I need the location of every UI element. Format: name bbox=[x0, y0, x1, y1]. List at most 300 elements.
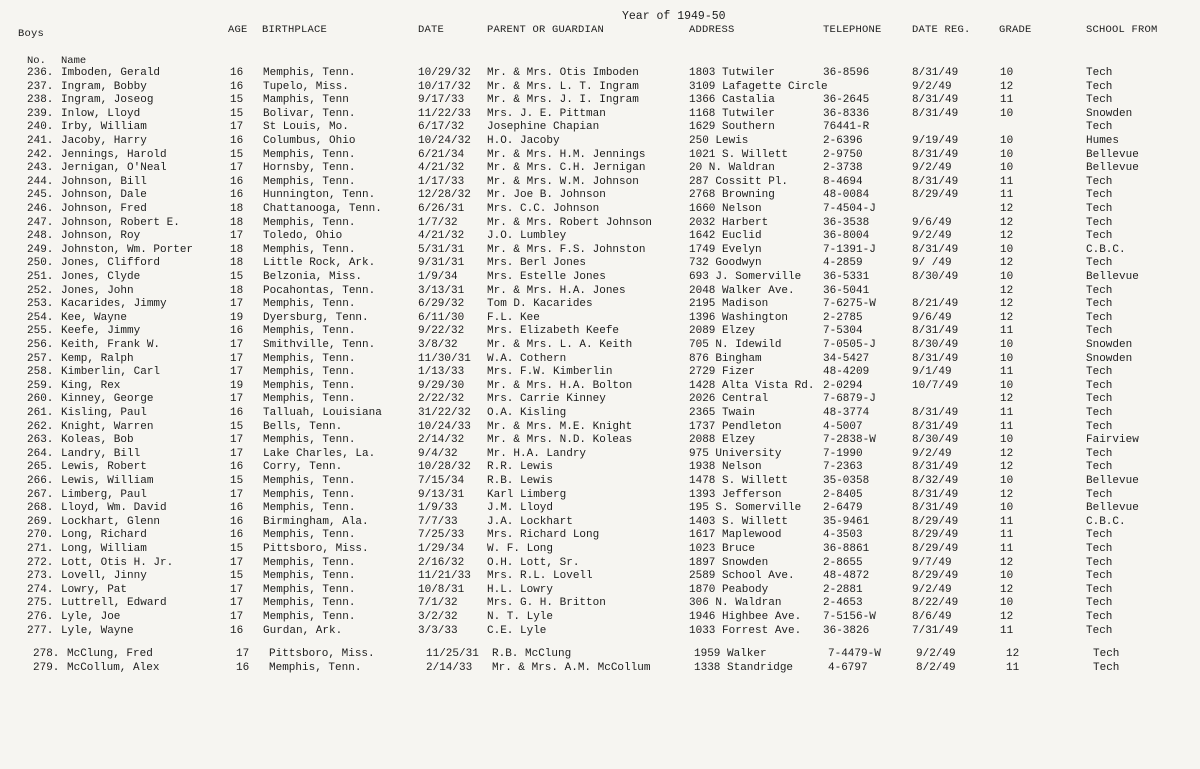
address: 2768 Browning bbox=[689, 189, 775, 202]
school-from: Tech bbox=[1086, 298, 1113, 311]
table-row bbox=[0, 81, 1200, 94]
address: 876 Bingham bbox=[689, 352, 762, 365]
address: 2195 Madison bbox=[689, 298, 769, 311]
parent-guardian: Mr. & Mrs. W.M. Johnson bbox=[487, 175, 639, 188]
telephone: 34-5427 bbox=[823, 352, 870, 365]
table-row bbox=[0, 203, 1200, 216]
address: 693 J. Somerville bbox=[689, 271, 802, 283]
telephone: 2-2881 bbox=[823, 583, 863, 596]
school-from: Tech bbox=[1086, 67, 1113, 79]
grade: 11 bbox=[1000, 366, 1014, 379]
birth-date: 10/24/32 bbox=[418, 135, 471, 147]
table-row bbox=[0, 149, 1200, 162]
birth-date: 1/29/34 bbox=[418, 543, 465, 555]
row-number: 252. bbox=[27, 284, 54, 297]
address: 20 N. Waldran bbox=[689, 162, 775, 175]
school-from: Tech bbox=[1086, 216, 1113, 229]
parent-guardian: C.E. Lyle bbox=[487, 624, 547, 637]
telephone: 36-3538 bbox=[823, 216, 870, 229]
school-from: Tech bbox=[1086, 203, 1113, 215]
birth-date: 7/1/32 bbox=[418, 597, 458, 610]
birth-date: 1/13/33 bbox=[418, 366, 465, 379]
birth-date: 11/21/33 bbox=[418, 570, 471, 583]
address: 1737 Pendleton bbox=[689, 420, 782, 433]
student-name: Imboden, Gerald bbox=[61, 67, 161, 79]
student-name: Kinney, George bbox=[61, 393, 154, 406]
telephone: 35-9461 bbox=[823, 515, 870, 528]
row-number: 260. bbox=[27, 393, 54, 406]
parent-guardian: J.O. Lumbley bbox=[487, 230, 567, 243]
birthplace: Pittsboro, Miss. bbox=[263, 543, 369, 555]
table-row bbox=[0, 257, 1200, 270]
table-row bbox=[0, 271, 1200, 284]
parent-guardian: Mr. & Mrs. L. A. Keith bbox=[487, 339, 633, 351]
birthplace: Belzonia, Miss. bbox=[263, 271, 363, 283]
row-number: 247. bbox=[27, 216, 54, 229]
school-from: Tech bbox=[1086, 611, 1113, 623]
row-number: 255. bbox=[27, 325, 54, 338]
birthplace: Memphis, Tenn. bbox=[263, 298, 356, 311]
grade: 10 bbox=[1000, 162, 1014, 175]
table-row bbox=[0, 312, 1200, 325]
birthplace: Bolivar, Tenn. bbox=[263, 107, 356, 120]
address: 1938 Nelson bbox=[689, 461, 762, 474]
date-registered: 8/29/49 bbox=[912, 189, 959, 202]
school-from: Tech bbox=[1086, 543, 1113, 555]
school-from: Bellevue bbox=[1086, 271, 1139, 283]
age: 17 bbox=[230, 339, 244, 351]
birthplace: Columbus, Ohio bbox=[263, 135, 356, 147]
date-registered: 8/31/49 bbox=[912, 94, 959, 107]
parent-guardian: J.A. Lockhart bbox=[487, 515, 573, 528]
birthplace: Memphis, Tenn. bbox=[263, 67, 356, 79]
grade: 10 bbox=[1000, 597, 1014, 610]
age: 18 bbox=[230, 284, 244, 297]
birthplace: Memphis, Tenn. bbox=[263, 325, 356, 338]
row-number: 274. bbox=[27, 583, 54, 596]
address: 1629 Southern bbox=[689, 121, 775, 134]
row-number: 237. bbox=[27, 80, 54, 93]
school-from: Humes bbox=[1086, 135, 1120, 147]
age: 16 bbox=[230, 407, 244, 419]
table-row bbox=[0, 108, 1200, 121]
telephone: 7-6275-W bbox=[823, 298, 876, 311]
telephone: 48-4872 bbox=[823, 570, 870, 583]
telephone: 36-8004 bbox=[823, 230, 870, 243]
birthplace: Corry, Tenn. bbox=[263, 461, 343, 474]
birth-date: 7/7/33 bbox=[418, 515, 458, 528]
telephone: 2-3738 bbox=[823, 162, 863, 175]
parent-guardian: O.H. Lott, Sr. bbox=[487, 556, 580, 569]
header-school-from: SCHOOL FROM bbox=[1086, 24, 1158, 36]
address: 2089 Elzey bbox=[689, 325, 756, 338]
address: 2589 School Ave. bbox=[689, 570, 795, 583]
birth-date: 1/17/33 bbox=[418, 175, 465, 188]
parent-guardian: W.A. Cothern bbox=[487, 352, 567, 365]
table-row bbox=[0, 67, 1200, 80]
age: 15 bbox=[230, 475, 244, 487]
header-grade: GRADE bbox=[999, 24, 1032, 36]
address: 1366 Castalia bbox=[689, 94, 775, 107]
address: 1168 Tutwiler bbox=[689, 107, 775, 120]
age: 18 bbox=[230, 216, 244, 229]
birthplace: Little Rock, Ark. bbox=[263, 257, 376, 270]
age: 17 bbox=[230, 583, 244, 596]
address: 3109 Lafagette Circle bbox=[689, 80, 828, 93]
row-number: 258. bbox=[27, 366, 54, 379]
telephone: 2-8405 bbox=[823, 488, 863, 501]
date-registered: 8/31/49 bbox=[912, 175, 959, 188]
student-name: Lloyd, Wm. David bbox=[61, 502, 167, 515]
address: 1403 S. Willett bbox=[689, 515, 789, 528]
school-from: Bellevue bbox=[1086, 148, 1139, 161]
birth-date: 9/22/32 bbox=[418, 325, 465, 338]
birth-date: 6/26/31 bbox=[418, 203, 465, 215]
age: 17 bbox=[230, 121, 244, 134]
telephone: 2-6479 bbox=[823, 502, 863, 515]
student-name: Johnson, Dale bbox=[61, 189, 147, 202]
birth-date: 3/13/31 bbox=[418, 284, 465, 297]
row-number: 277. bbox=[27, 624, 54, 637]
address: 1749 Evelyn bbox=[689, 243, 762, 256]
date-registered: 8/30/49 bbox=[912, 271, 959, 283]
student-name: Lyle, Joe bbox=[61, 611, 121, 623]
birthplace: Memphis, Tenn. bbox=[269, 661, 362, 674]
birthplace: Tupelo, Miss. bbox=[263, 80, 349, 93]
telephone: 36-5041 bbox=[823, 284, 870, 297]
grade: 12 bbox=[1000, 447, 1014, 460]
grade: 11 bbox=[1000, 175, 1014, 188]
school-from: Tech bbox=[1086, 189, 1113, 202]
student-name: Jernigan, O'Neal bbox=[61, 162, 167, 175]
address: 1021 S. Willett bbox=[689, 148, 789, 161]
date-registered: 9/1/49 bbox=[912, 366, 952, 379]
birth-date: 7/15/34 bbox=[418, 475, 465, 487]
table-row bbox=[0, 570, 1200, 583]
table-row bbox=[0, 421, 1200, 434]
birth-date: 2/14/32 bbox=[418, 434, 465, 447]
birth-date: 6/11/30 bbox=[418, 311, 465, 324]
grade: 11 bbox=[1000, 420, 1014, 433]
age: 16 bbox=[230, 515, 244, 528]
age: 16 bbox=[230, 175, 244, 188]
student-name: Ingram, Bobby bbox=[61, 80, 147, 93]
telephone: 48-0084 bbox=[823, 189, 870, 202]
age: 17 bbox=[230, 162, 244, 175]
age: 16 bbox=[230, 189, 244, 202]
table-row bbox=[0, 625, 1200, 638]
birth-date: 9/13/31 bbox=[418, 488, 465, 501]
school-from: Tech bbox=[1086, 257, 1113, 270]
school-from: Tech bbox=[1086, 529, 1113, 542]
date-registered: 9/6/49 bbox=[912, 311, 952, 324]
table-row bbox=[0, 94, 1200, 107]
birthplace: Hornsby, Tenn. bbox=[263, 162, 356, 175]
age: 15 bbox=[230, 570, 244, 583]
parent-guardian: Karl Limberg bbox=[487, 488, 567, 501]
table-row bbox=[0, 434, 1200, 447]
address: 2048 Walker Ave. bbox=[689, 284, 795, 297]
age: 16 bbox=[236, 661, 250, 674]
student-name: Long, William bbox=[61, 543, 147, 555]
address: 2032 Harbert bbox=[689, 216, 769, 229]
parent-guardian: R.R. Lewis bbox=[487, 461, 554, 474]
date-registered: 9/7/49 bbox=[912, 556, 952, 569]
age: 17 bbox=[230, 298, 244, 311]
birthplace: Memphis, Tenn. bbox=[263, 366, 356, 379]
row-number: 240. bbox=[27, 121, 54, 134]
school-from: Tech bbox=[1086, 407, 1113, 419]
grade: 12 bbox=[1000, 284, 1014, 297]
birth-date: 9/29/30 bbox=[418, 379, 465, 392]
student-name: Lyle, Wayne bbox=[61, 624, 134, 637]
table-row bbox=[0, 407, 1200, 420]
address: 2729 Fizer bbox=[689, 366, 756, 379]
age: 17 bbox=[230, 434, 244, 447]
grade: 10 bbox=[1000, 271, 1014, 283]
grade: 10 bbox=[1000, 339, 1014, 351]
birth-date: 11/22/33 bbox=[418, 107, 471, 120]
birthplace: Memphis, Tenn. bbox=[263, 475, 356, 487]
age: 17 bbox=[230, 611, 244, 623]
grade: 11 bbox=[1000, 94, 1014, 107]
school-from: Tech bbox=[1086, 325, 1113, 338]
address: 1959 Walker bbox=[694, 648, 767, 660]
grade: 11 bbox=[1000, 543, 1014, 555]
student-name: Jones, Clifford bbox=[61, 257, 161, 270]
student-name: Luttrell, Edward bbox=[61, 597, 167, 610]
table-row bbox=[0, 325, 1200, 338]
birth-date: 10/8/31 bbox=[418, 583, 465, 596]
table-row bbox=[0, 285, 1200, 298]
birth-date: 9/31/31 bbox=[418, 257, 465, 270]
age: 15 bbox=[230, 94, 244, 107]
parent-guardian: Mrs. G. H. Britton bbox=[487, 597, 606, 610]
grade: 10 bbox=[1000, 570, 1014, 583]
grade: 11 bbox=[1000, 624, 1014, 637]
birthplace: Memphis, Tenn. bbox=[263, 434, 356, 447]
birth-date: 10/17/32 bbox=[418, 80, 471, 93]
row-number: 267. bbox=[27, 488, 54, 501]
age: 18 bbox=[230, 257, 244, 270]
grade: 12 bbox=[1000, 216, 1014, 229]
header-parent: PARENT OR GUARDIAN bbox=[487, 24, 605, 36]
row-number: 279. bbox=[33, 661, 60, 674]
date-registered: 7/31/49 bbox=[912, 624, 959, 637]
student-name: Kimberlin, Carl bbox=[61, 366, 161, 379]
row-number: 273. bbox=[27, 570, 54, 583]
address: 195 S. Somerville bbox=[689, 502, 802, 515]
birth-date: 4/21/32 bbox=[418, 230, 465, 243]
parent-guardian: N. T. Lyle bbox=[487, 611, 554, 623]
telephone: 36-8596 bbox=[823, 67, 870, 79]
school-from: Bellevue bbox=[1086, 502, 1139, 515]
telephone: 7-1391-J bbox=[823, 243, 876, 256]
birthplace: Chattanooga, Tenn. bbox=[263, 203, 382, 215]
address: 2365 Twain bbox=[689, 407, 756, 419]
parent-guardian: Mr. & Mrs. N.D. Koleas bbox=[487, 434, 633, 447]
year-title: Year of 1949-50 bbox=[622, 10, 726, 23]
student-name: Inlow, Lloyd bbox=[61, 107, 141, 120]
school-from: Tech bbox=[1086, 230, 1113, 243]
school-from: Tech bbox=[1086, 94, 1113, 107]
student-name: McClung, Fred bbox=[67, 648, 153, 660]
birth-date: 31/22/32 bbox=[418, 407, 471, 419]
date-registered: 8/31/49 bbox=[912, 107, 959, 120]
student-name: Knight, Warren bbox=[61, 420, 154, 433]
birthplace: Memphis, Tenn. bbox=[263, 243, 356, 256]
birthplace: Memphis, Tenn. bbox=[263, 502, 356, 515]
row-number: 254. bbox=[27, 311, 54, 324]
parent-guardian: O.A. Kisling bbox=[487, 407, 567, 419]
birthplace: Memphis, Tenn. bbox=[263, 529, 356, 542]
table-row bbox=[0, 162, 1200, 175]
birthplace: Gurdan, Ark. bbox=[263, 624, 343, 637]
telephone: 36-5331 bbox=[823, 271, 870, 283]
address: 1642 Euclid bbox=[689, 230, 762, 243]
date-registered: 9/2/49 bbox=[916, 648, 956, 660]
grade: 12 bbox=[1000, 611, 1014, 623]
address: 975 University bbox=[689, 447, 782, 460]
telephone: 2-0294 bbox=[823, 379, 863, 392]
school-from: Tech bbox=[1086, 379, 1113, 392]
table-row bbox=[0, 217, 1200, 230]
student-name: Keith, Frank W. bbox=[61, 339, 161, 351]
parent-guardian: J.M. Lloyd bbox=[487, 502, 554, 515]
birthplace: Memphis, Tenn. bbox=[263, 352, 356, 365]
parent-guardian: Mrs. Carrie Kinney bbox=[487, 393, 606, 406]
grade: 12 bbox=[1000, 298, 1014, 311]
address: 2088 Elzey bbox=[689, 434, 756, 447]
table-row bbox=[0, 489, 1200, 502]
age: 17 bbox=[230, 488, 244, 501]
date-registered: 8/29/49 bbox=[912, 570, 959, 583]
birthplace: Memphis, Tenn. bbox=[263, 570, 356, 583]
row-number: 248. bbox=[27, 230, 54, 243]
telephone: 7-5156-W bbox=[823, 611, 876, 623]
student-name: Kee, Wayne bbox=[61, 311, 128, 324]
grade: 10 bbox=[1000, 107, 1014, 120]
header-telephone: TELEPHONE bbox=[823, 24, 882, 36]
table-row bbox=[0, 176, 1200, 189]
date-registered: 8/31/49 bbox=[912, 352, 959, 365]
age: 17 bbox=[230, 230, 244, 243]
grade: 11 bbox=[1000, 189, 1014, 202]
parent-guardian: Mr. & Mrs. H.M. Jennings bbox=[487, 148, 646, 161]
date-registered: 9/19/49 bbox=[912, 135, 959, 147]
grade: 10 bbox=[1000, 67, 1014, 79]
address: 1803 Tutwiler bbox=[689, 67, 775, 79]
date-registered: 8/31/49 bbox=[912, 461, 959, 474]
telephone: 2-2785 bbox=[823, 311, 863, 324]
row-number: 269. bbox=[27, 515, 54, 528]
parent-guardian: Mrs. C.C. Johnson bbox=[487, 203, 600, 215]
grade: 10 bbox=[1000, 475, 1014, 487]
parent-guardian: R.B. Lewis bbox=[487, 475, 554, 487]
table-row bbox=[0, 380, 1200, 393]
birth-date: 7/25/33 bbox=[418, 529, 465, 542]
birthplace: Memphis, Tenn. bbox=[263, 611, 356, 623]
table-row bbox=[0, 339, 1200, 352]
table-row bbox=[0, 516, 1200, 529]
birth-date: 10/29/32 bbox=[418, 67, 471, 79]
birth-date: 2/14/33 bbox=[426, 661, 473, 674]
age: 17 bbox=[230, 556, 244, 569]
row-number: 266. bbox=[27, 475, 54, 487]
birthplace: Memphis, Tenn. bbox=[263, 148, 356, 161]
age: 16 bbox=[230, 529, 244, 542]
birthplace: Birmingham, Ala. bbox=[263, 515, 369, 528]
date-registered: 9/2/49 bbox=[912, 447, 952, 460]
school-from: Tech bbox=[1086, 420, 1113, 433]
row-number: 264. bbox=[27, 447, 54, 460]
row-number: 257. bbox=[27, 352, 54, 365]
school-from: C.B.C. bbox=[1086, 243, 1126, 256]
address: 1393 Jefferson bbox=[689, 488, 782, 501]
grade: 12 bbox=[1006, 648, 1020, 660]
student-name: Johnson, Roy bbox=[61, 230, 141, 243]
header-birthplace: BIRTHPLACE bbox=[262, 24, 328, 36]
birth-date: 10/24/33 bbox=[418, 420, 471, 433]
row-number: 245. bbox=[27, 189, 54, 202]
telephone: 36-8861 bbox=[823, 543, 870, 555]
age: 16 bbox=[230, 325, 244, 338]
address: 732 Goodwyn bbox=[689, 257, 762, 270]
date-registered: 9/2/49 bbox=[912, 583, 952, 596]
parent-guardian: Mr. & Mrs. H.A. Bolton bbox=[487, 379, 633, 392]
telephone: 7-5304 bbox=[823, 325, 863, 338]
grade: 12 bbox=[1000, 257, 1014, 270]
parent-guardian: F.L. Kee bbox=[487, 311, 540, 324]
grade: 10 bbox=[1000, 148, 1014, 161]
grade: 10 bbox=[1000, 243, 1014, 256]
date-registered: 9/2/49 bbox=[912, 80, 952, 93]
telephone: 4-5007 bbox=[823, 420, 863, 433]
header-date-reg: DATE REG. bbox=[912, 24, 971, 36]
birthplace: Memphis, Tenn. bbox=[263, 216, 356, 229]
grade: 12 bbox=[1000, 583, 1014, 596]
row-number: 263. bbox=[27, 434, 54, 447]
age: 19 bbox=[230, 379, 244, 392]
school-from: Tech bbox=[1086, 597, 1113, 610]
date-registered: 8/31/49 bbox=[912, 420, 959, 433]
birth-date: 3/2/32 bbox=[418, 611, 458, 623]
date-registered: 8/2/49 bbox=[916, 661, 956, 674]
birthplace: Dyersburg, Tenn. bbox=[263, 311, 369, 324]
telephone: 4-6797 bbox=[828, 661, 868, 674]
parent-guardian: Mrs. Berl Jones bbox=[487, 257, 587, 270]
school-from: Fairview bbox=[1086, 434, 1139, 447]
row-number: 246. bbox=[27, 203, 54, 215]
table-row bbox=[0, 475, 1200, 488]
table-row bbox=[0, 502, 1200, 515]
parent-guardian: W. F. Long bbox=[487, 543, 554, 555]
table-row bbox=[0, 353, 1200, 366]
age: 16 bbox=[230, 502, 244, 515]
birthplace: Bells, Tenn. bbox=[263, 420, 343, 433]
address: 1870 Peabody bbox=[689, 583, 769, 596]
telephone: 7-0505-J bbox=[823, 339, 876, 351]
row-number: 250. bbox=[27, 257, 54, 270]
school-from: Tech bbox=[1086, 461, 1113, 474]
birthplace: Pocahontas, Tenn. bbox=[263, 284, 376, 297]
birth-date: 9/17/33 bbox=[418, 94, 465, 107]
table-row bbox=[0, 366, 1200, 379]
student-name: King, Rex bbox=[61, 379, 121, 392]
address: 1033 Forrest Ave. bbox=[689, 624, 802, 637]
student-name: Lott, Otis H. Jr. bbox=[61, 556, 174, 569]
birthplace: Memphis, Tenn. bbox=[263, 393, 356, 406]
